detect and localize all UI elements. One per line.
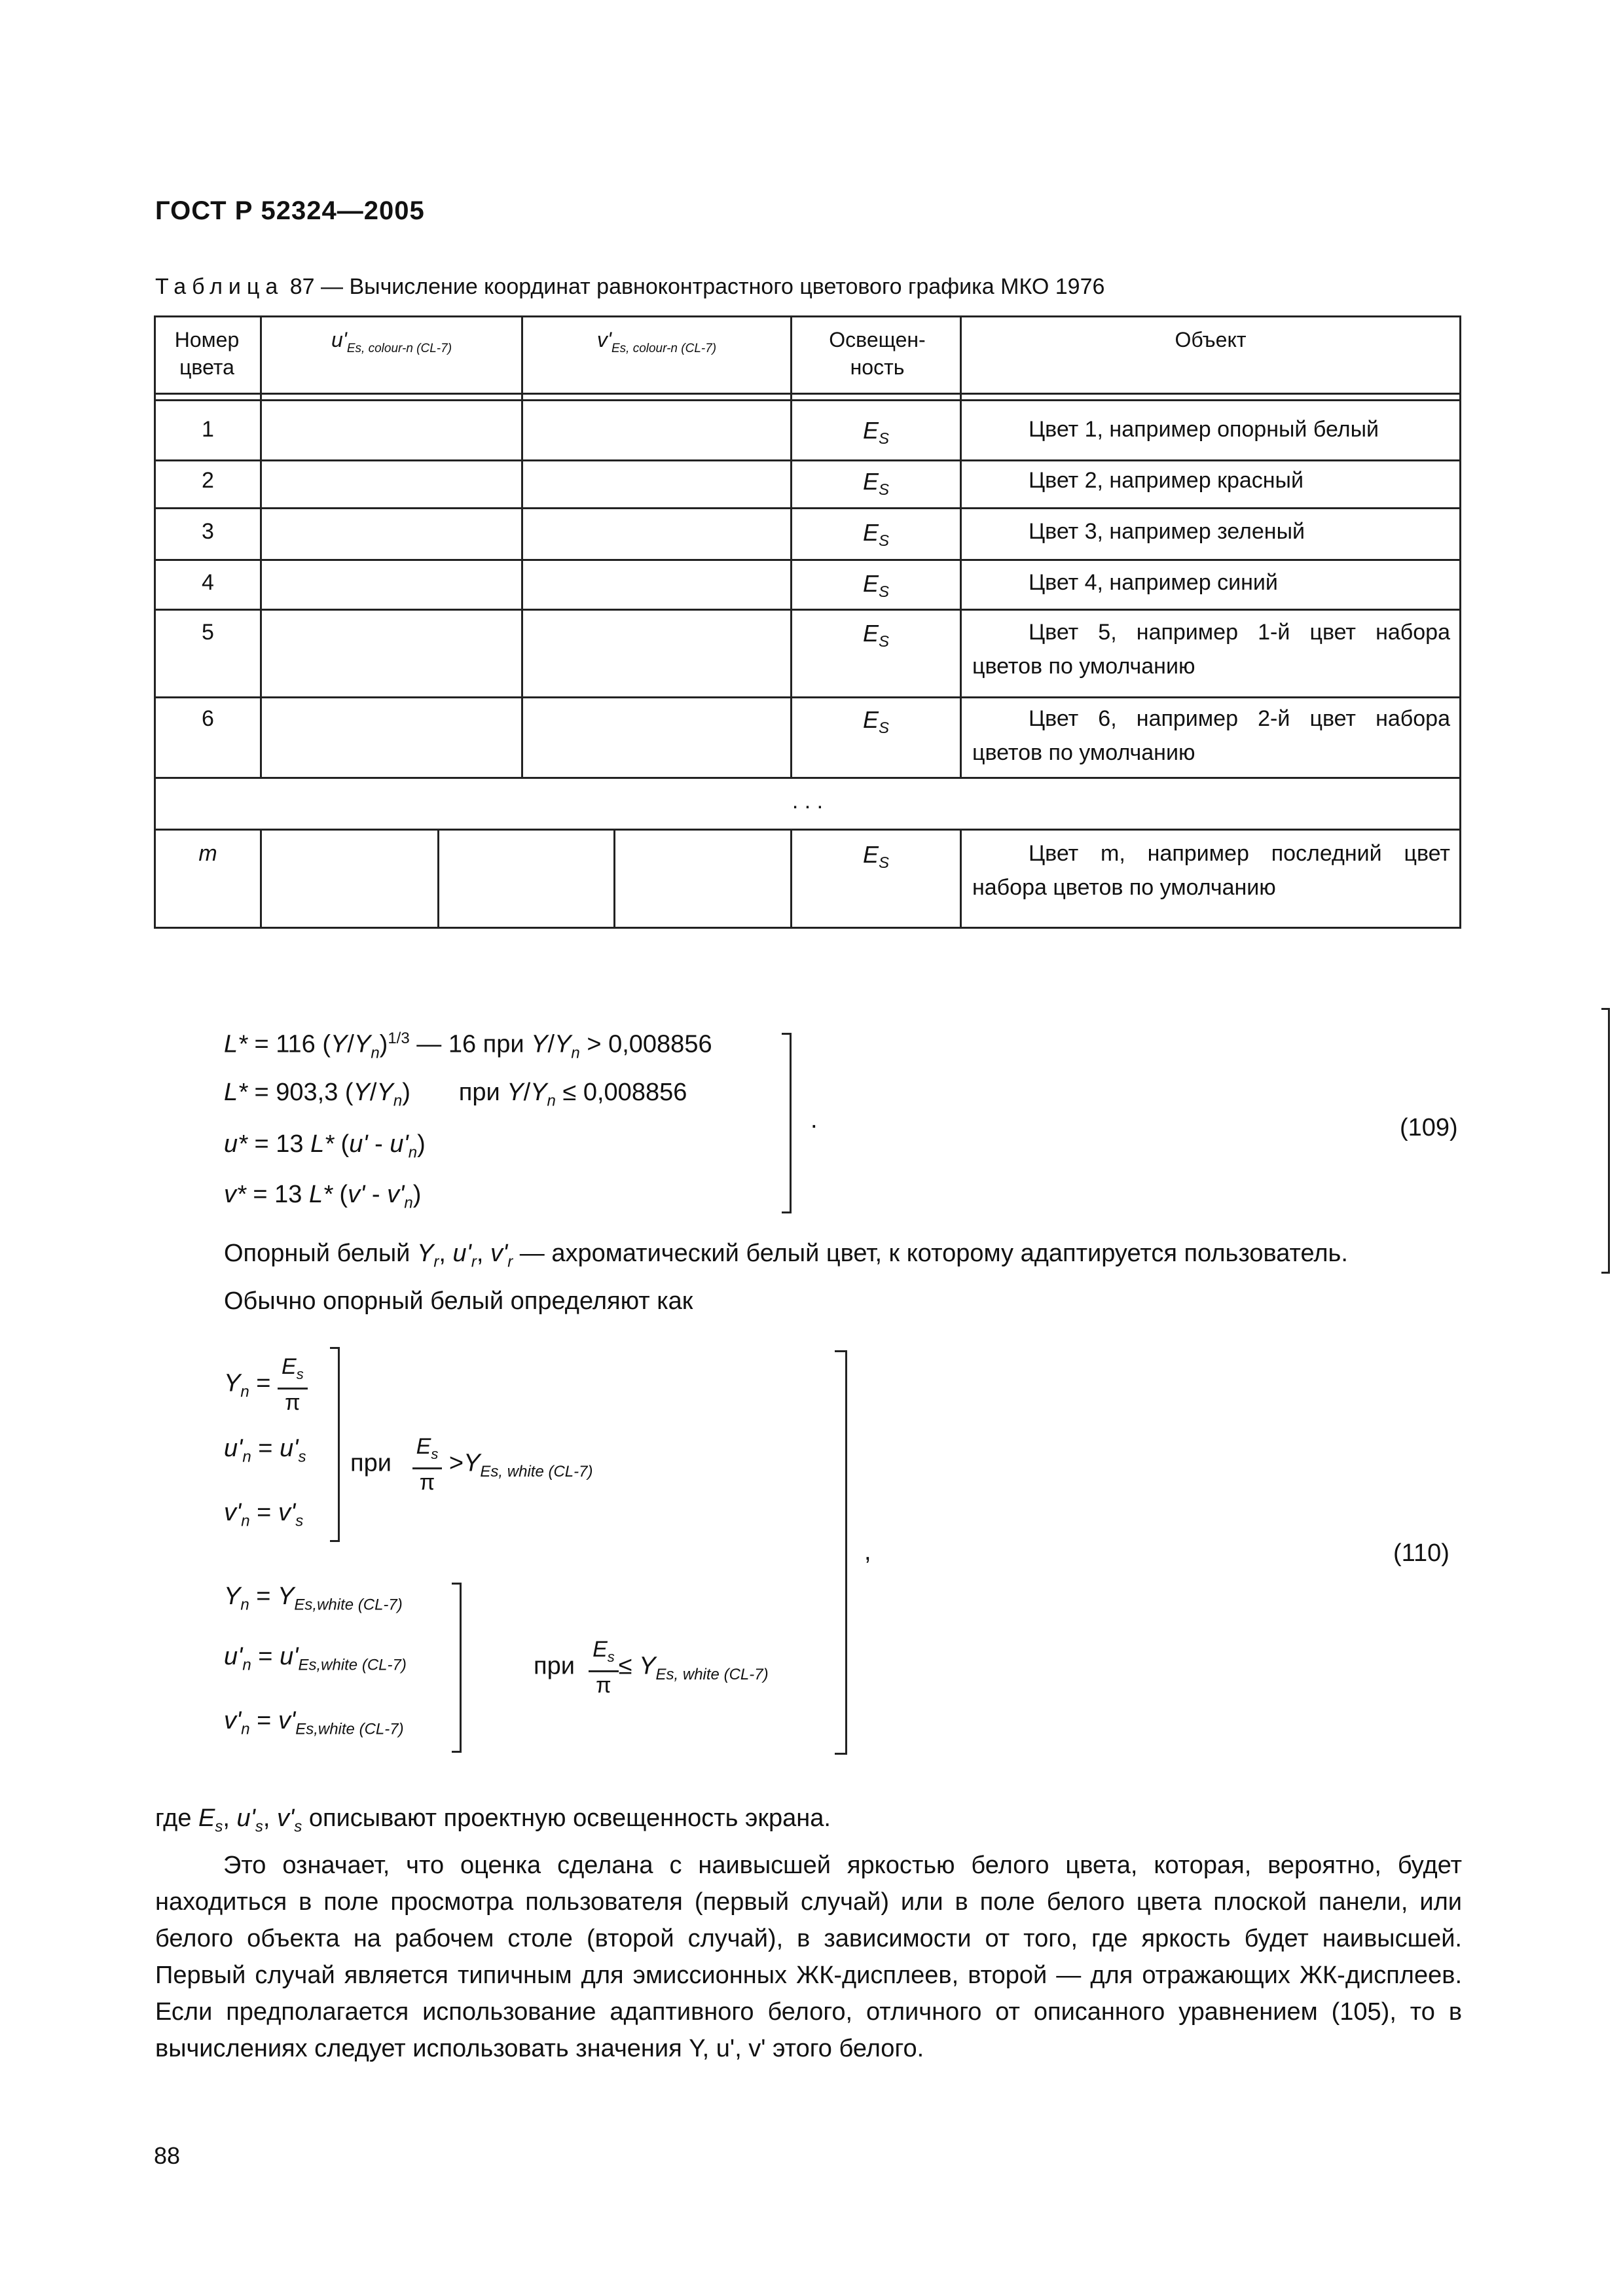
table-row-illuminance: $E_S$ [862,519,890,550]
table-row-object: Цвет 1, например опорный белый [1029,417,1379,442]
header-u-prime: $u'_{Es, colour-n (CL-7)}$ [331,328,452,355]
formula-110-case1-l2: $u'_n = u'_s$ [224,1435,306,1466]
table-row-object: Цвет 3, например зеленый [1029,519,1305,544]
table-row-number: 6 [202,706,214,731]
table-row-object: Цвет 4, например синий [1029,570,1278,595]
table-row-number: 3 [202,519,214,544]
formula-109-line4: v* = 13 L* $(v' - v'_n)$ [224,1181,422,1212]
table-caption-text: 87 — Вычисление координат равноконтрастного цветового графика МКО 1976 [289,274,1105,299]
header-v-prime: $v'_{Es, colour-n (CL-7)}$ [596,328,717,355]
formula-110-case2-l1: $Y_n = Y_{Es,white (CL-7)}$ [224,1583,403,1614]
header-illuminance: Освещен-ность [829,328,926,379]
table-ellipsis: . . . [792,789,824,814]
data-table [154,315,1461,929]
table-row-number: 4 [202,570,214,595]
table-row-number: 5 [202,620,214,645]
margin-brace [1601,1008,1610,1274]
formula-110-brace [835,1350,847,1755]
header-color-number: Номер цвета [174,328,240,379]
table-caption [155,274,1104,300]
table-row-illuminance: $E_S$ [862,468,890,499]
header-object: Объект [1175,328,1247,351]
table-row-illuminance: $E_S$ [862,417,890,448]
text-ref-white: Опорный белый $Y_r$, $u'_r$, $v'_r$ — ахроматический белый цвет, к которому адаптируется пользователь. [224,1240,1348,1271]
table-row-illuminance: $E_S$ [862,841,890,872]
formula-109-line3: u* = 13 L* $(u' - u'_n)$ [224,1130,426,1162]
table-row-illuminance: $E_S$ [862,570,890,601]
formula-109-number: (109) [1400,1114,1458,1141]
table-row-number: 2 [202,468,214,493]
formula-110-case2-brace [452,1583,462,1753]
formula-110-case2-l2: $u'_n = u'_{Es,white (CL-7)}$ [224,1643,407,1674]
formula-110-case1-cond: при $\frac{E_s}{\pi}$ $>Y_{Es, white (CL-7)}$ [350,1434,593,1495]
table-row-number: 1 [202,417,214,442]
formula-110-number: (110) [1393,1539,1450,1567]
table-row-number: m [198,841,217,866]
table-row-object: Цвет 5, например 1-й цвет набора цветов по умолчанию [972,620,1450,679]
table-caption-label: Таблица [155,274,284,299]
table-row-illuminance: $E_S$ [862,620,890,651]
formula-110-case1-l3: $v'_n = v'_s$ [224,1499,304,1530]
formula-110-case2-cond: при $\frac{E_s}{\pi}$ ≤ $Y_{Es, white (CL-7)}$ [534,1637,769,1698]
table-row-object: Цвет 6, например 2-й цвет набора цветов по умолчанию [972,706,1450,765]
formula-110-case1-brace [330,1347,340,1542]
text-defined-as: Обычно опорный белый определяют как [224,1287,693,1315]
formula-110-case1-l1: $Y_n$ = $\frac{E_s}{\pi}$ [224,1354,308,1416]
text-where: где $E_s$, $u'_s$, $v'_s$ описывают проектную освещенность экрана. [155,1804,831,1836]
formula-109-brace [782,1033,792,1213]
formula-109-line2: L* = 903,3 $(Y/Y_n)$ при $Y/Y_n \le 0,008856$ [224,1079,687,1110]
table-row-object: Цвет 2, например красный [1029,468,1304,493]
table-row-illuminance: $E_S$ [862,706,890,738]
formula-110-case2-l3: $v'_n = v'_{Es,white (CL-7)}$ [224,1707,404,1738]
page-number: 88 [154,2142,181,2169]
table-row-object: Цвет m, например последний цвет набора цветов по умолчанию [972,841,1450,900]
body-paragraph: Это означает, что оценка сделана с наивысшей яркостью белого цвета, которая, вероятно, будет находиться в поле просмотра пользователя (первый случай) или в поле белого цвета плоской панели, или белого объекта на рабочем столе (второй случай), в зависимости от того, где яркость будет наивысшей. Первый случай является типичным для эмиссионных ЖК-дисплеев, второй — для отражающих ЖК-дисплеев. Если предполагается использование адаптивного белого, отличного от описанного уравнением (105), то в вычислениях следует использовать значения Y, u', v' этого белого. [155,1852,1462,2062]
document-header: ГОСТ Р 52324—2005 [155,196,425,225]
formula-109-line1: L* = 116 $(Y/Y_n)^{1/3}$ — 16 при $Y/Y_n > 0,008856$ [224,1030,712,1062]
